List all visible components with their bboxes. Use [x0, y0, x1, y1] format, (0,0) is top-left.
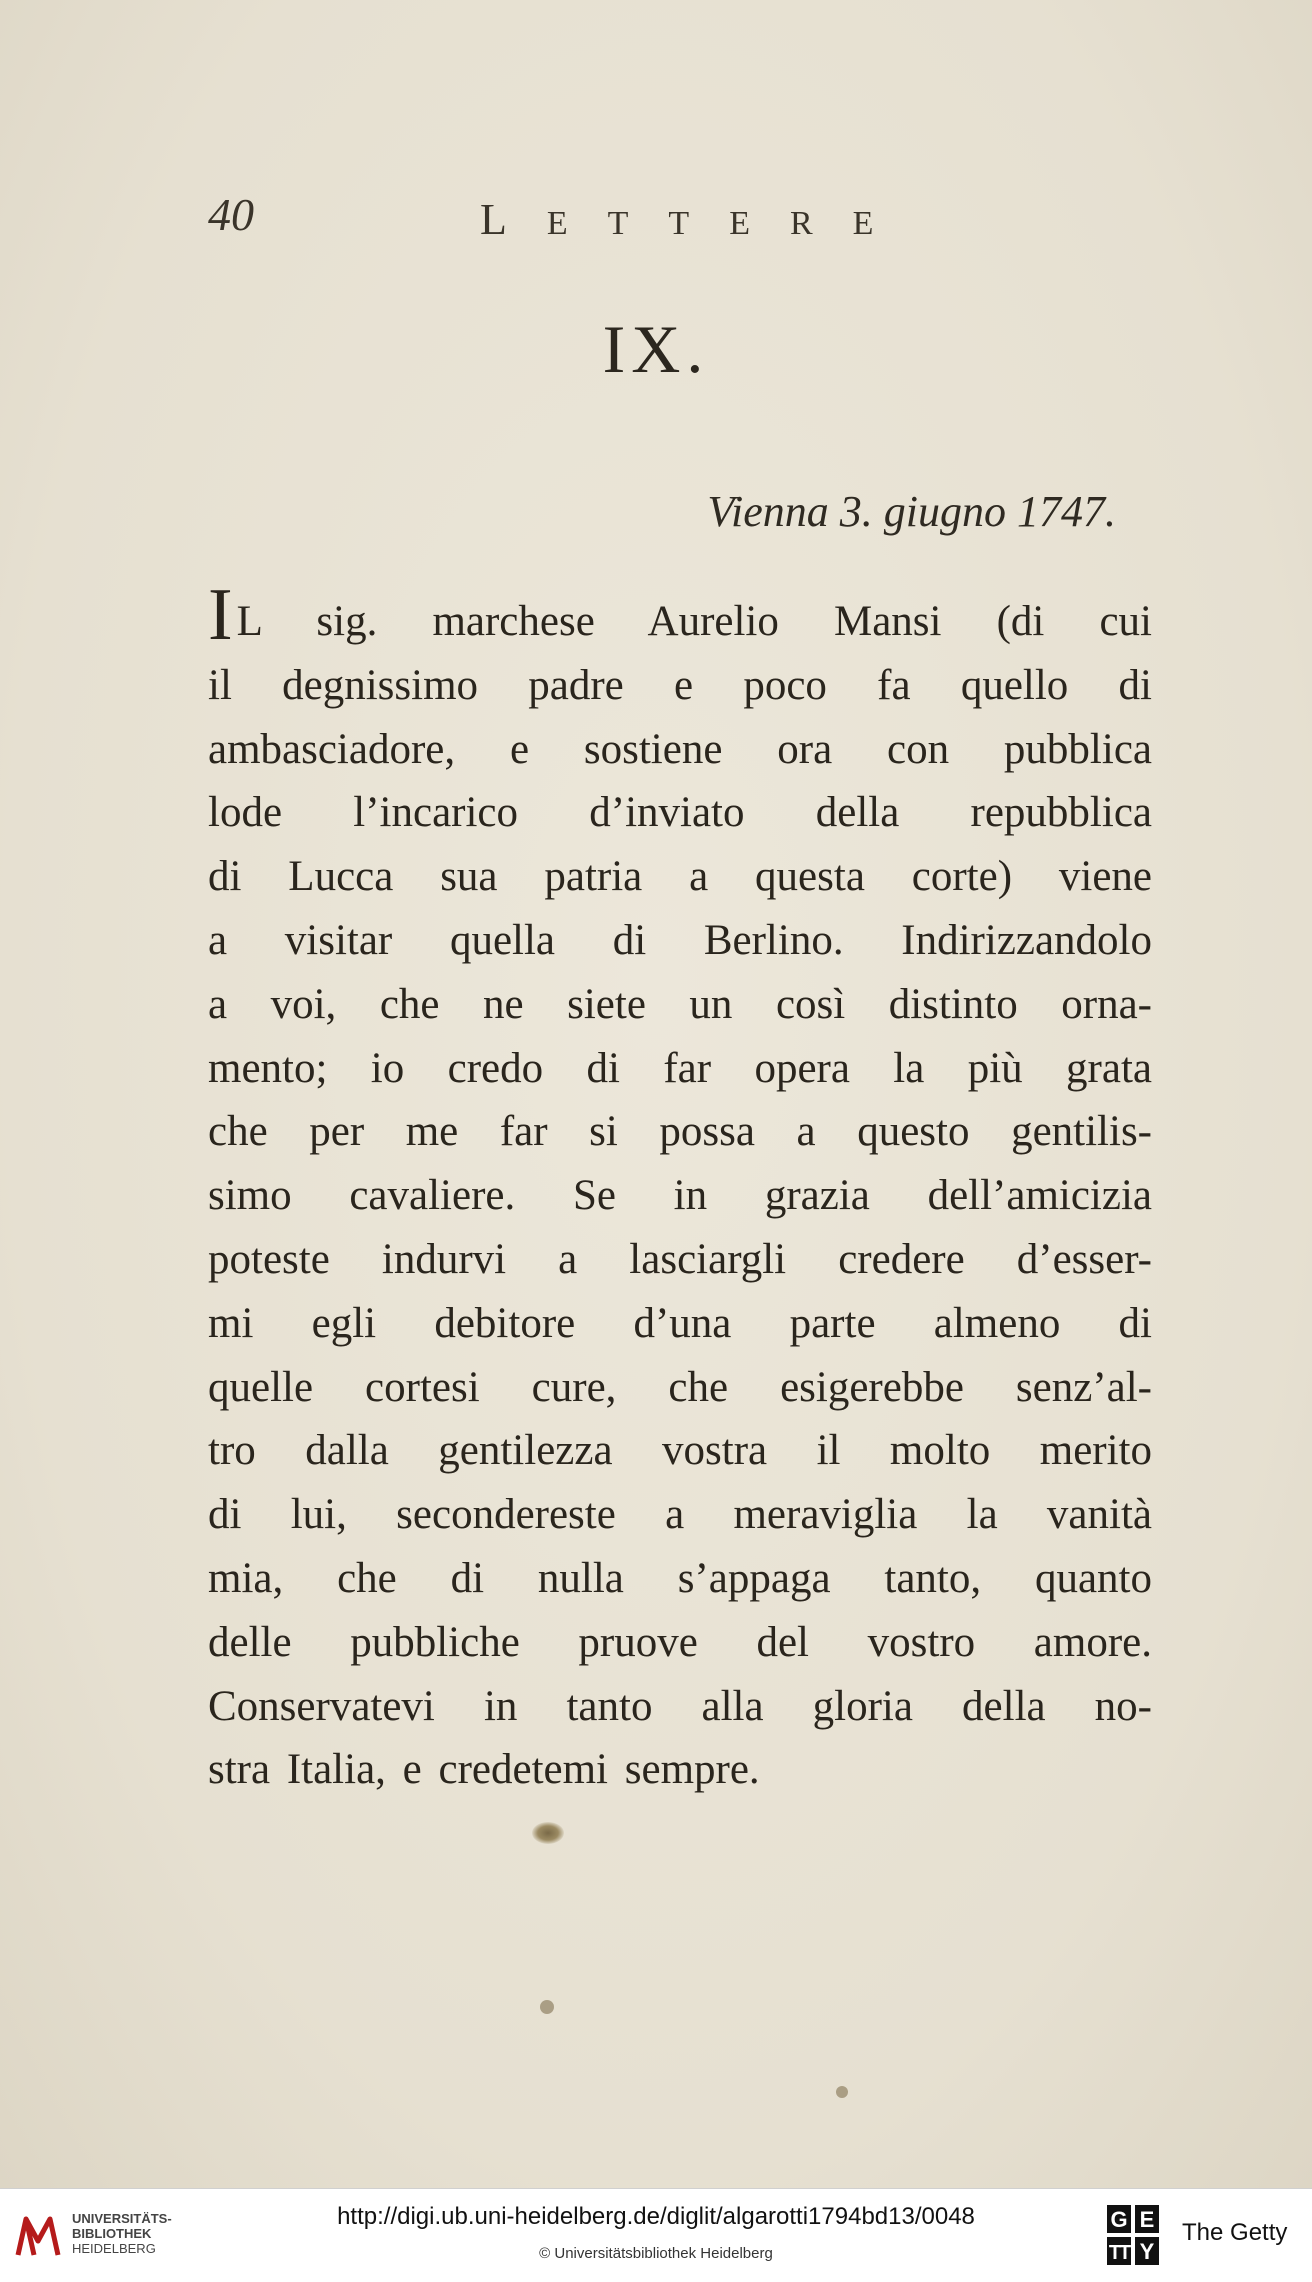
- paper-spot: [836, 2086, 848, 2098]
- text-line: stra Italia, e credetemi sempre.: [208, 1746, 760, 1794]
- page-number: 40: [208, 189, 254, 240]
- getty-logo-letter: G: [1110, 2207, 1128, 2232]
- text-line: ambasciadore, e sostiene ora con pubblica: [208, 725, 1152, 773]
- dateline: Vienna 3. giugno 1747.: [707, 487, 1116, 536]
- running-title: [480, 194, 913, 245]
- running-title-rest: ETTERE: [546, 205, 914, 242]
- text-line: poteste indurvi a lasciargli credere d’esser-: [208, 1235, 1152, 1283]
- text-line: mento; io credo di far opera la più grata: [208, 1044, 1152, 1092]
- getty-logo-letter: E: [1139, 2207, 1155, 2232]
- text-line: mia, che di nulla s’appaga tanto, quanto: [208, 1554, 1152, 1602]
- getty-logo-icon: [1105, 2203, 1161, 2267]
- ornament-icon: [532, 1822, 564, 1844]
- library-name-line: HEIDELBERG: [72, 2241, 156, 2256]
- paper-spot: [540, 2000, 554, 2014]
- text-line: di Lucca sua patria a questa corte) viene: [208, 853, 1152, 901]
- getty-logo-letter: T: [1108, 2242, 1122, 2264]
- text-line: Conservatevi in tanto alla gloria della no-: [208, 1682, 1152, 1730]
- running-title-initial: L: [480, 195, 547, 244]
- text-line-content: L sig. marchese Aurelio Mansi (di cui: [236, 598, 1152, 645]
- getty-logo-letter: Y: [1139, 2239, 1155, 2264]
- sponsor-name: The Getty: [1182, 2219, 1288, 2246]
- library-name-line: BIBLIOTHEK: [72, 2226, 152, 2241]
- text-line: tro dalla gentilezza vostra il molto merito: [208, 1427, 1152, 1475]
- library-name-line: UNIVERSITÄTS-: [72, 2211, 172, 2226]
- text-line: a voi, che ne siete un così distinto orna-: [208, 980, 1152, 1028]
- letter-number: IX.: [602, 311, 710, 387]
- text-line: quelle cortesi cure, che esigerebbe senz’al-: [208, 1363, 1152, 1411]
- text-line: [208, 574, 1152, 656]
- text-line: che per me far si possa a questo gentilis-: [208, 1108, 1152, 1156]
- text-line: delle pubbliche pruove del vostro amore.: [208, 1618, 1152, 1666]
- getty-logo-letter: T: [1118, 2242, 1132, 2264]
- text-line: lode l’incarico d’inviato della repubblica: [208, 789, 1152, 837]
- text-line: il degnissimo padre e poco fa quello di: [208, 661, 1152, 709]
- permalink-url[interactable]: http://digi.ub.uni-heidelberg.de/diglit/algarotti1794bd13/0048: [337, 2203, 975, 2230]
- letter-body: [208, 574, 1152, 1802]
- text-line: a visitar quella di Berlino. Indirizzandolo: [208, 916, 1152, 964]
- copyright-notice: © Universitätsbibliothek Heidelberg: [539, 2245, 773, 2262]
- viewer-footer: [0, 2188, 1312, 2282]
- drop-cap: I: [208, 574, 233, 656]
- text-line: di lui, secondereste a meraviglia la vanità: [208, 1491, 1152, 1539]
- text-line: simo cavaliere. Se in grazia dell’amicizia: [208, 1172, 1152, 1220]
- running-head: [208, 188, 914, 248]
- text-line: mi egli debitore d’una parte almeno di: [208, 1299, 1152, 1347]
